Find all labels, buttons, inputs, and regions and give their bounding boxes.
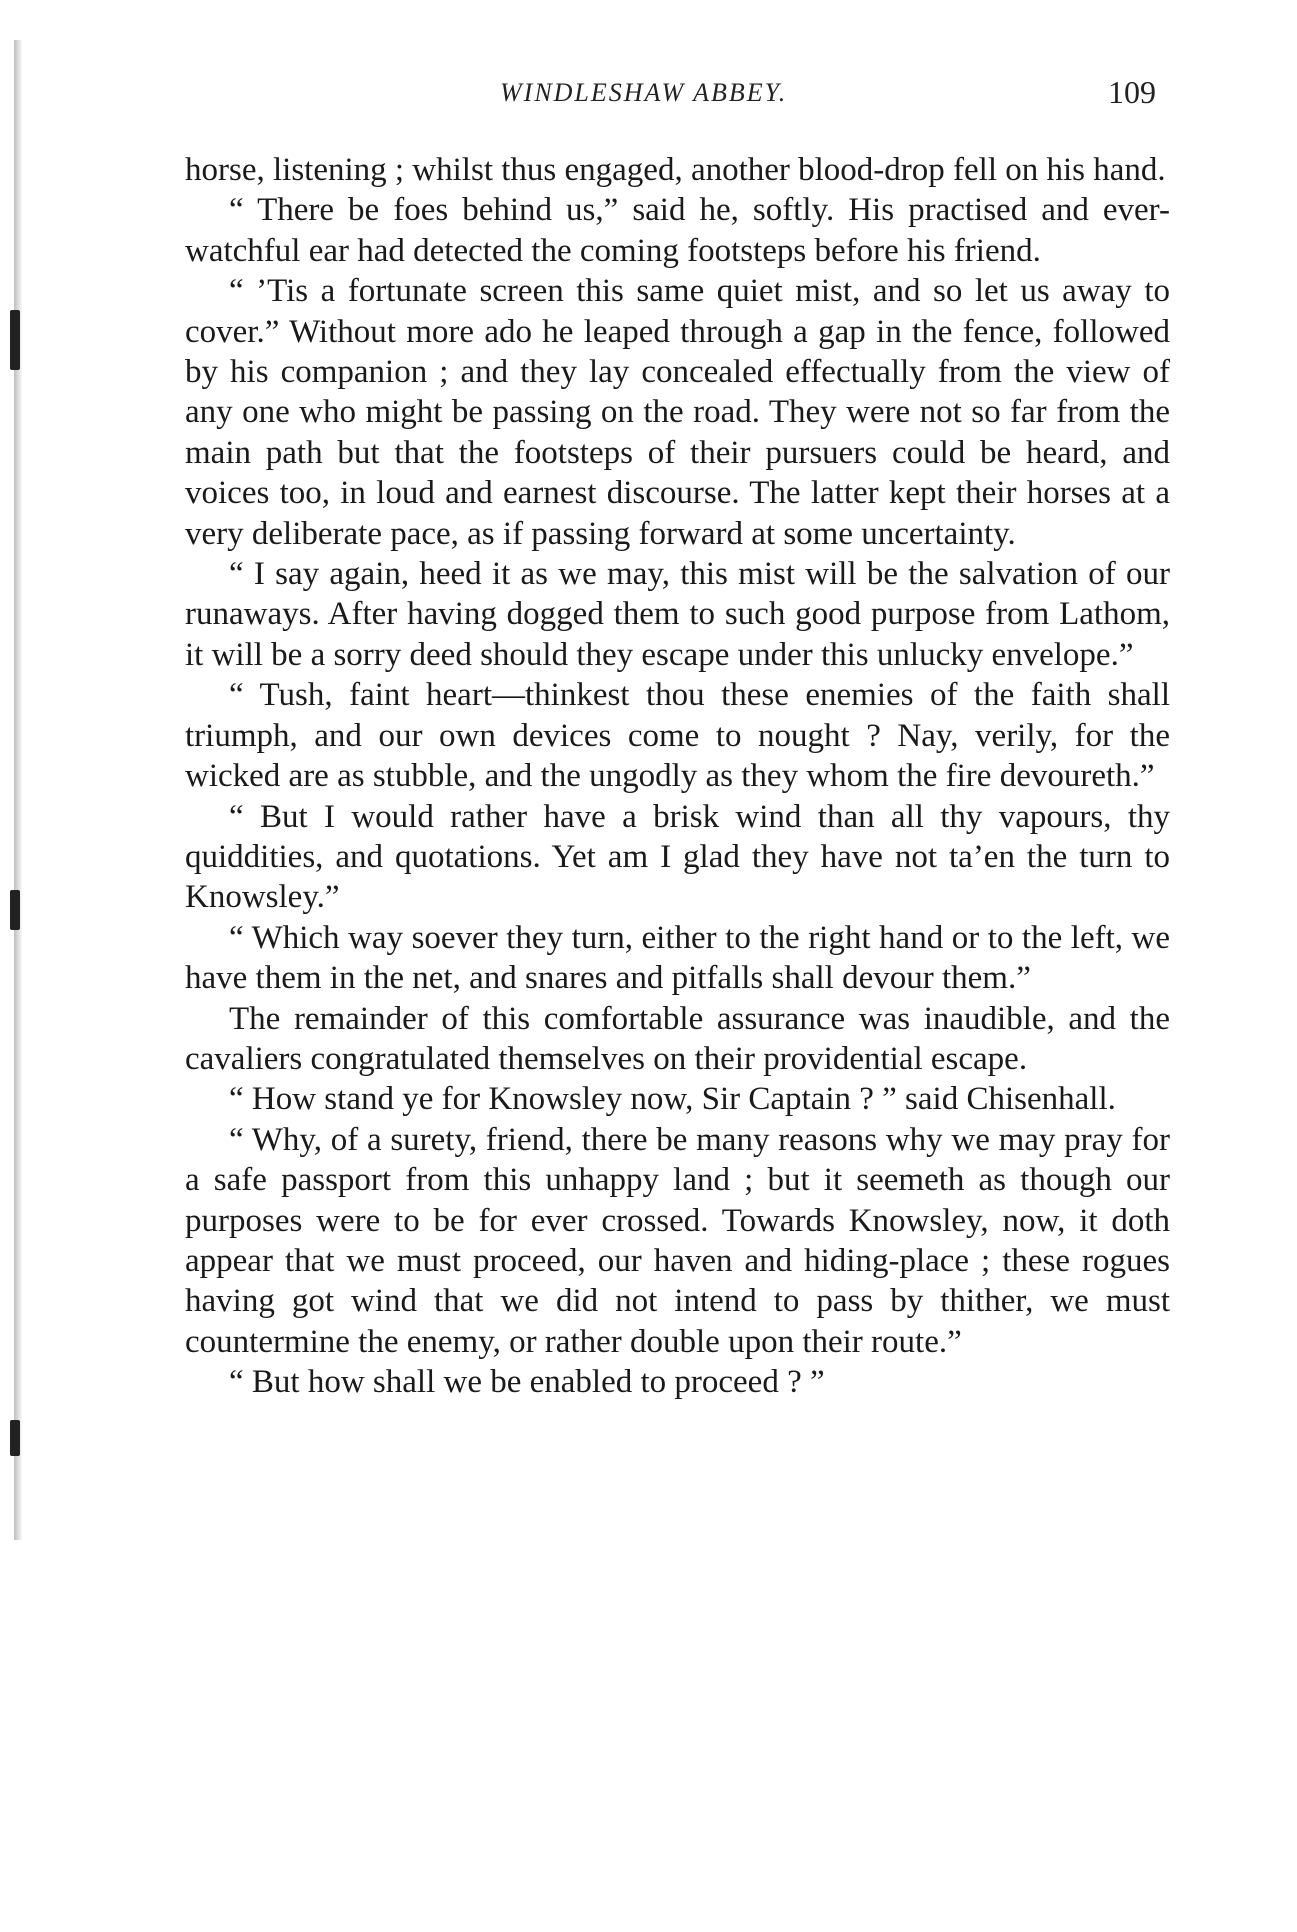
paragraph: “ ’Tis a fortunate screen this same quiet mist, and so let us away to cover.” Without more ado he leaped through a gap in the fence, followed by his companion ; and they lay concealed effectually from the view of any one who might be passing on the road. They were not so far from the main path but that the footsteps of their pursuers could be heard, and voices too, in loud and earnest discourse. The latter kept their horses at a very deliberate pace, as if passing forward at some uncertainty. <box>185 273 1170 552</box>
body-text <box>185 150 1170 1403</box>
paragraph: “ Tush, faint heart—thinkest thou these enemies of the faith shall triumph, and our own devices come to nought ? Nay, verily, for the wicked are as stubble, and the ungodly as they whom the fire devoureth.” <box>185 677 1170 795</box>
paragraph: The remainder of this comfortable assurance was inaudible, and the cavaliers congratulated themselves on their providential escape. <box>185 1000 1170 1077</box>
paragraph: “ But I would rather have a brisk wind than all thy vapours, thy quiddities, and quotations. Yet am I glad they have not ta’en the turn to Knowsley.” <box>185 798 1170 916</box>
paragraph: “ There be foes behind us,” said he, softly. His practised and ever-watchful ear had detected the coming footsteps before his friend. <box>185 192 1170 269</box>
scan-mark <box>10 310 20 370</box>
paragraph: “ Why, of a surety, friend, there be many reasons why we may pray for a safe passport from this unhappy land ; but it seemeth as though our purposes were to be for ever crossed. Towards Knowsley, now, it doth appear that we must proceed, our haven and hiding-place ; these rogues having got wind that we did not intend to pass by thither, we must countermine the enemy, or rather double upon their route.” <box>185 1121 1170 1360</box>
paragraph: horse, listening ; whilst thus engaged, another blood-drop fell on his hand. <box>185 152 1166 188</box>
page-header <box>0 74 1297 118</box>
running-head: WINDLESHAW ABBEY. <box>500 78 788 107</box>
scan-edge-shadow <box>14 40 22 1540</box>
paragraph: “ Which way soever they turn, either to the right hand or to the left, we have them in the net, and snares and pitfalls shall devour them.” <box>185 919 1170 997</box>
paragraph: “ But how shall we be enabled to proceed ? ” <box>229 1364 825 1401</box>
paragraph: “ I say again, heed it as we may, this mist will be the salvation of our runaways. After having dogged them to such good purpose from Lathom, it will be a sorry deed should they escape under this unlucky envelope.” <box>185 556 1170 673</box>
scan-mark <box>10 1420 20 1456</box>
paragraph: “ How stand ye for Knowsley now, Sir Captain ? ” said Chisenhall. <box>229 1081 1116 1118</box>
page-number: 109 <box>1108 74 1156 110</box>
scan-mark <box>10 890 20 930</box>
